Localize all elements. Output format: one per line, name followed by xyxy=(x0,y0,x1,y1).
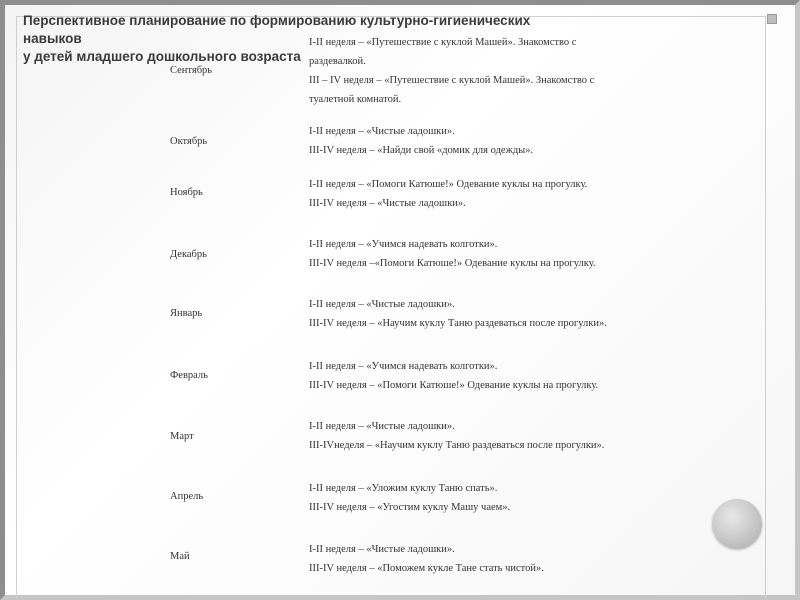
plan-line: III-IV неделя – «Поможем кукле Тане стать чистой». xyxy=(309,563,544,574)
plan-line: I-II неделя – «Учимся надевать колготки». xyxy=(309,239,498,250)
plan-cell xyxy=(309,479,654,517)
plan-cell xyxy=(309,295,654,333)
plan-line: III-IV неделя – «Научим куклу Таню раздеваться после прогулки». xyxy=(309,318,607,329)
plan-line: I-II неделя – «Учимся надевать колготки». xyxy=(309,361,498,372)
plan-cell xyxy=(309,357,654,395)
plan-line: I-II неделя – «Чистые ладошки». xyxy=(309,421,455,432)
slide-circle-button[interactable] xyxy=(712,499,762,549)
plan-line: туалетной комнатой. xyxy=(309,94,402,105)
plan-cell xyxy=(309,33,654,109)
plan-line: III-IVнеделя – «Научим куклу Таню раздеваться после прогулки». xyxy=(309,440,605,451)
plan-line: I-II неделя – «Чистые ладошки». xyxy=(309,299,455,310)
month-label: Март xyxy=(170,431,194,442)
month-label: Январь xyxy=(170,308,203,319)
month-label: Апрель xyxy=(170,491,204,502)
month-label: Май xyxy=(170,551,190,562)
month-label: Октябрь xyxy=(170,136,208,147)
title-line: навыков xyxy=(23,31,82,46)
plan-cell xyxy=(309,540,654,578)
plan-cell xyxy=(309,417,654,455)
plan-line: раздевалкой. xyxy=(309,56,366,67)
plan-line: III-IV неделя – «Помоги Катюше!» Одевание куклы на прогулку. xyxy=(309,380,599,391)
plan-line: I-II неделя – «Помоги Катюше!» Одевание куклы на прогулку. xyxy=(309,179,588,190)
plan-cell xyxy=(309,235,654,273)
plan-line: I-II неделя – «Уложим куклу Таню спать». xyxy=(309,483,498,494)
month-label: Ноябрь xyxy=(170,187,203,198)
plan-line: I-II неделя – «Путешествие с куклой Машей». Знакомство с xyxy=(309,37,577,48)
plan-line: III-IV неделя – «Чистые ладошки». xyxy=(309,198,466,209)
plan-cell xyxy=(309,175,654,213)
title-line: у детей младшего дошкольного возраста xyxy=(23,49,301,64)
plan-cell xyxy=(309,122,654,160)
plan-line: I-II неделя – «Чистые ладошки». xyxy=(309,544,455,555)
slide-corner-button[interactable] xyxy=(767,14,777,24)
plan-line: III-IV неделя – «Угостим куклу Машу чаем». xyxy=(309,502,511,513)
month-label: Февраль xyxy=(170,370,208,381)
month-label: Сентябрь xyxy=(170,65,213,76)
plan-line: III – IV неделя – «Путешествие с куклой Машей». Знакомство с xyxy=(309,75,595,86)
plan-line: I-II неделя – «Чистые ладошки». xyxy=(309,126,455,137)
month-label: Декабрь xyxy=(170,249,207,260)
title-line: Перспективное планирование по формированию культурно-гигиенических xyxy=(23,13,531,28)
plan-line: III-IV неделя –«Помоги Катюше!» Одевание куклы на прогулку. xyxy=(309,258,596,269)
plan-line: III-IV неделя – «Найди свой «домик для одежды». xyxy=(309,145,534,156)
